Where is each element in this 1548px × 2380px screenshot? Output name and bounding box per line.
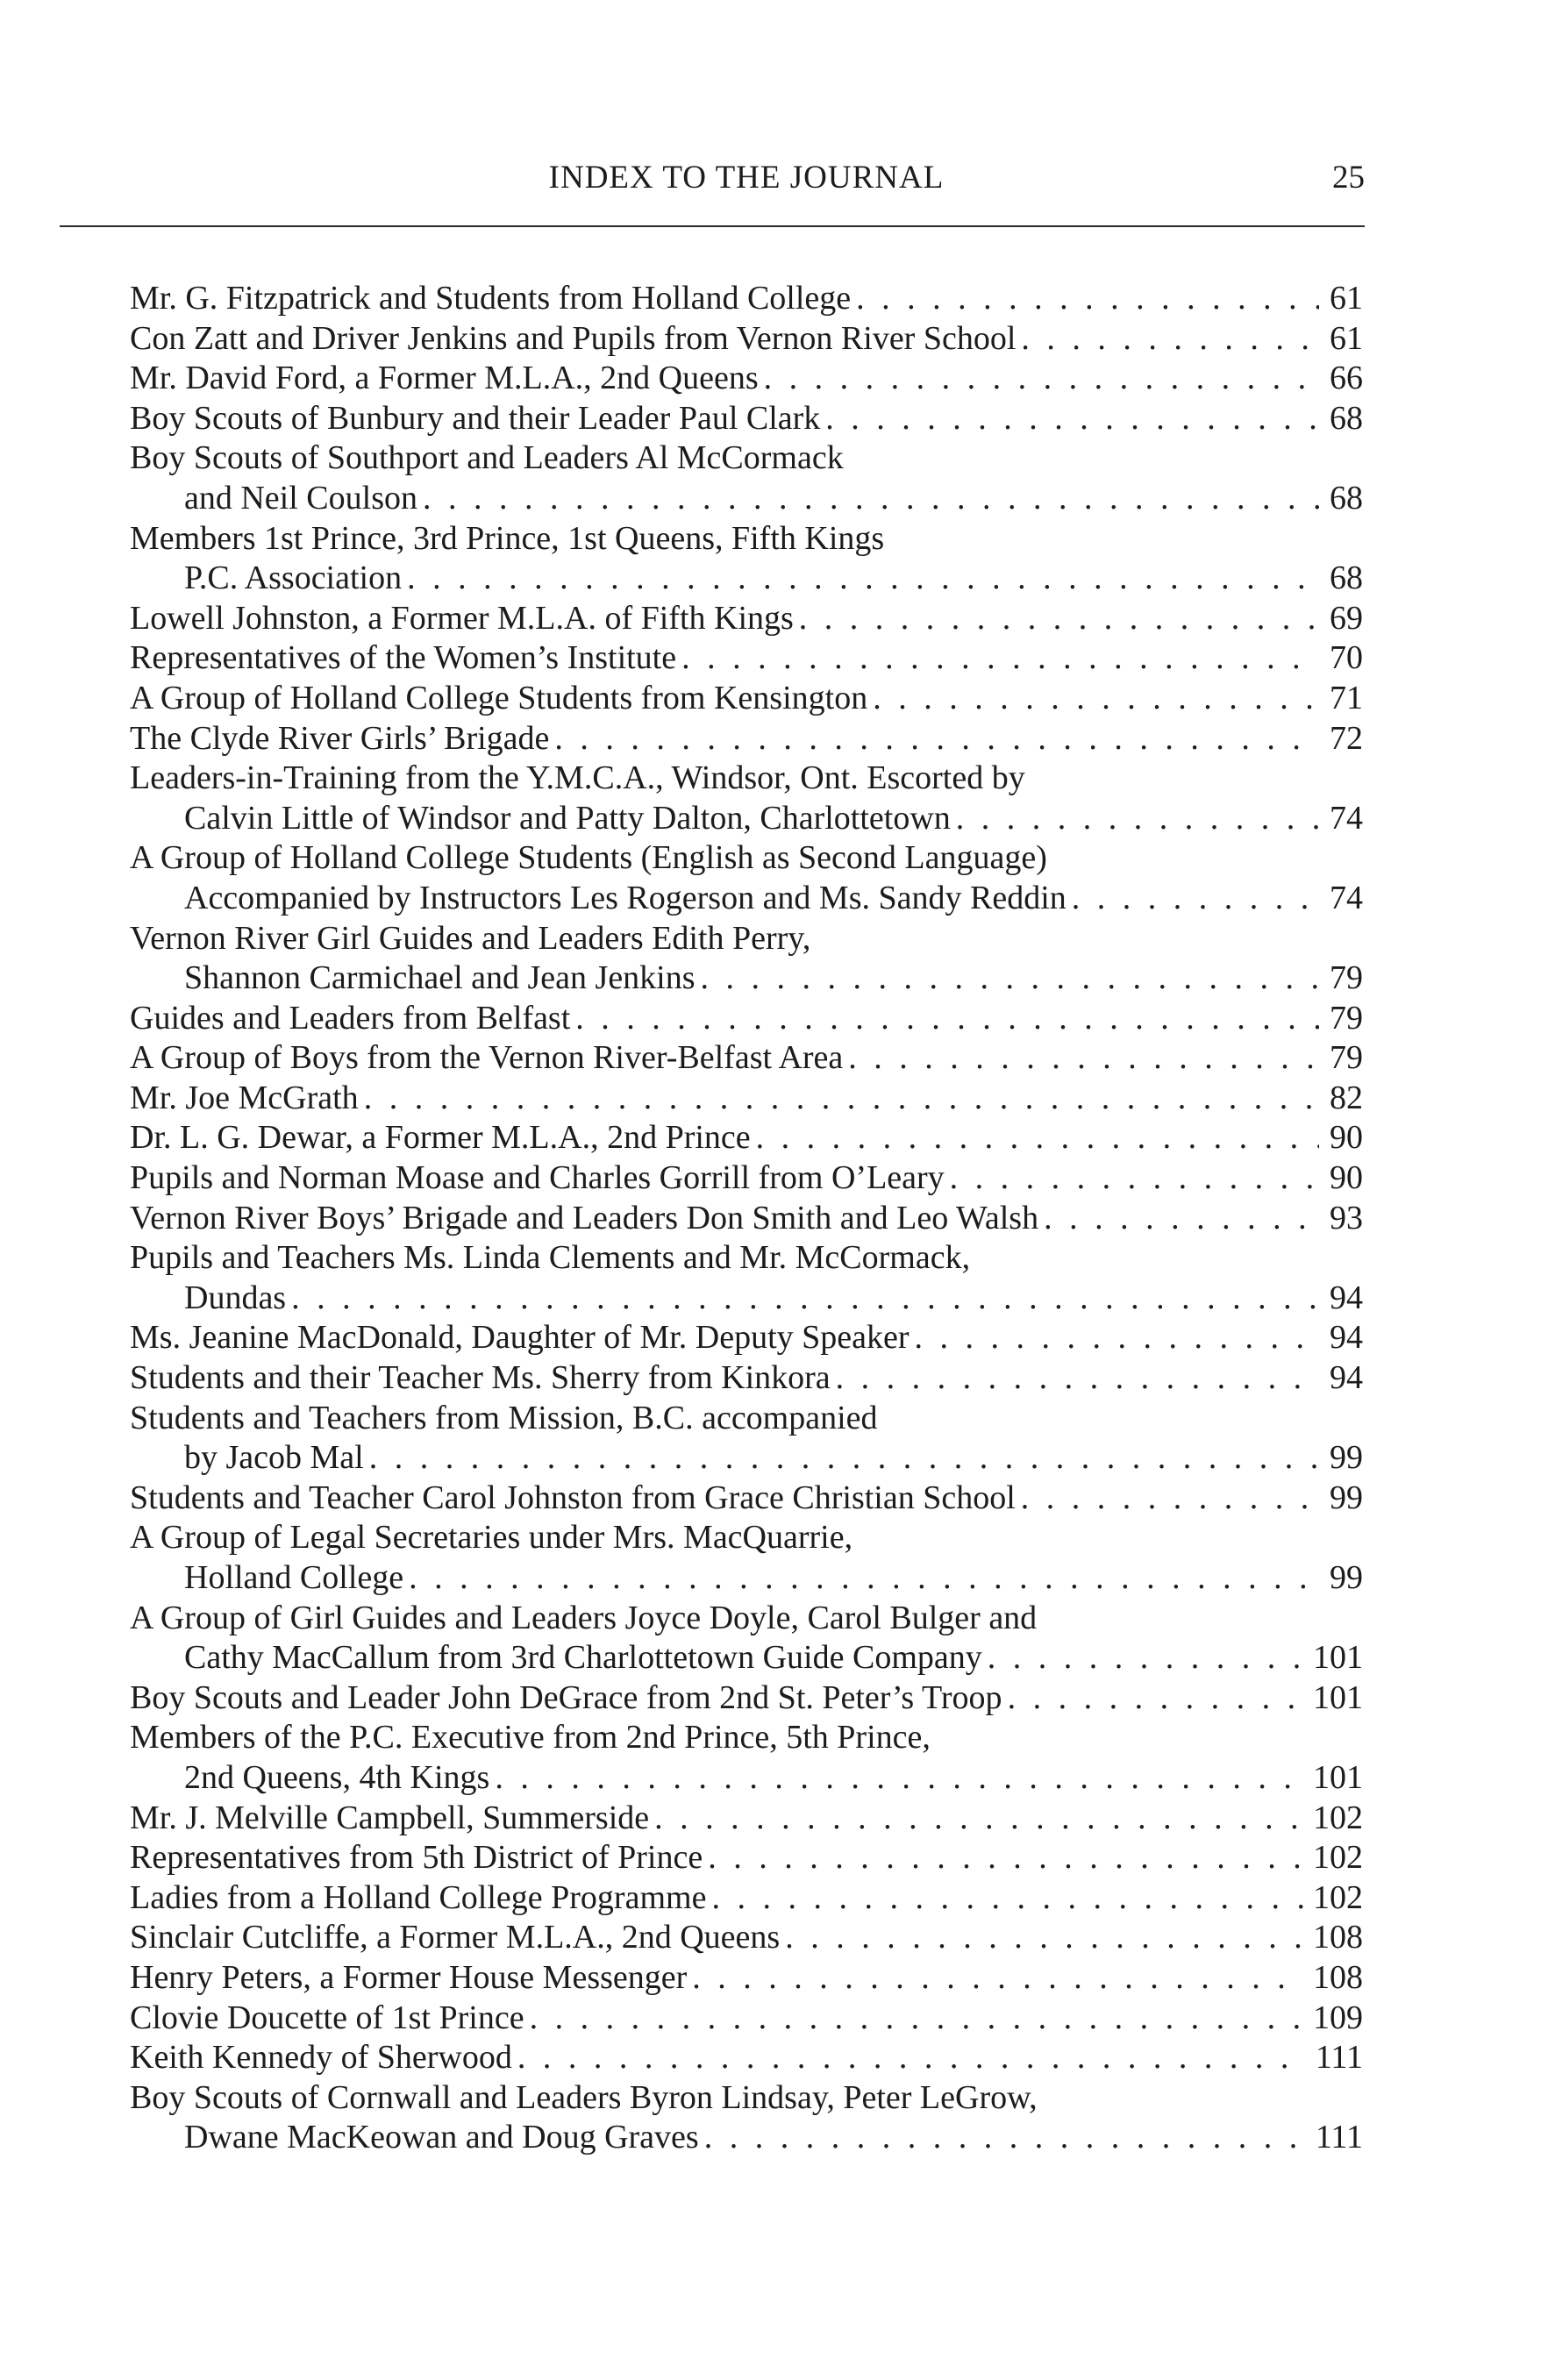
dot-leader (915, 1318, 1319, 1358)
entry-line (130, 1878, 1363, 1919)
entry-page-number: 94 (1330, 1279, 1363, 1316)
entry-page-number: 93 (1330, 1199, 1363, 1236)
index-entry (130, 1718, 1363, 1798)
dot-leader (708, 1838, 1304, 1878)
entry-continuation-line (130, 1758, 1363, 1799)
entry-text: Members of the P.C. Executive from 2nd Prince, 5th Prince, (130, 1719, 931, 1756)
entry-text: Mr. J. Melville Campbell, Summerside (130, 1799, 650, 1836)
entry-text: Vernon River Girl Guides and Leaders Edith Perry, (130, 919, 811, 957)
dot-leader (785, 1918, 1304, 1958)
dot-leader (848, 1038, 1319, 1079)
entry-line (130, 1079, 1363, 1119)
index-entry (130, 1318, 1363, 1358)
dot-leader (575, 999, 1319, 1039)
index-entry (130, 519, 1363, 599)
index-entry (130, 1518, 1363, 1598)
entry-continuation-line (130, 2118, 1363, 2158)
dot-leader (704, 2118, 1307, 2158)
entry-continuation-line (130, 479, 1363, 519)
dot-leader (988, 1638, 1304, 1678)
entry-page-number: 68 (1330, 399, 1363, 437)
entry-page-number: 68 (1330, 559, 1363, 597)
entry-line (130, 838, 1363, 879)
entry-line (130, 438, 1363, 479)
entry-text: Boy Scouts of Cornwall and Leaders Byron Lindsay, Peter LeGrow, (130, 2078, 1038, 2116)
index-entry (130, 759, 1363, 838)
index-entry (130, 1799, 1363, 1839)
dot-leader (1021, 319, 1319, 360)
dot-leader (654, 1799, 1304, 1839)
entry-continuation-line (130, 879, 1363, 919)
index-entry (130, 1118, 1363, 1158)
index-entry (130, 679, 1363, 719)
entry-line (130, 999, 1363, 1039)
dot-leader (364, 1079, 1319, 1119)
index-entry (130, 1878, 1363, 1919)
entry-page-number: 79 (1330, 1039, 1363, 1077)
entry-line (130, 359, 1363, 399)
entry-page-number: 72 (1330, 719, 1363, 757)
entry-page-number: 70 (1330, 639, 1363, 677)
entry-line (130, 1918, 1363, 1958)
index-entry (130, 359, 1363, 399)
entry-line (130, 1479, 1363, 1519)
index-entry (130, 319, 1363, 360)
index-entry (130, 438, 1363, 518)
entry-page-number: 90 (1330, 1159, 1363, 1197)
entry-line (130, 1038, 1363, 1079)
entry-text: Dwane MacKeowan and Doug Graves (184, 2119, 699, 2156)
index-entry (130, 1079, 1363, 1119)
index-entry (130, 599, 1363, 639)
dot-leader (554, 719, 1319, 759)
page-number: 25 (1332, 160, 1365, 196)
dot-leader (692, 1958, 1304, 1999)
entry-text: Calvin Little of Windsor and Patty Dalton, Charlottetown (184, 799, 951, 837)
entry-line (130, 1718, 1363, 1758)
entry-line (130, 1999, 1363, 2039)
dot-leader (711, 1878, 1304, 1919)
entry-line (130, 1318, 1363, 1358)
entry-page-number: 108 (1313, 1958, 1363, 1996)
dot-leader (956, 799, 1319, 839)
index-entry-list (130, 279, 1363, 2158)
index-entry (130, 1158, 1363, 1199)
entry-page-number: 61 (1330, 319, 1363, 357)
entry-page-number: 101 (1313, 1639, 1363, 1677)
entry-page-number: 101 (1313, 1758, 1363, 1796)
entry-text: Dundas (184, 1279, 287, 1316)
index-entry (130, 1958, 1363, 1999)
entry-text: A Group of Boys from the Vernon River-Belfast Area (130, 1039, 844, 1077)
entry-page-number: 79 (1330, 959, 1363, 997)
dot-leader (495, 1758, 1304, 1799)
entry-page-number: 90 (1330, 1119, 1363, 1157)
entry-text: P.C. Association (184, 559, 403, 597)
entry-page-number: 102 (1313, 1799, 1363, 1836)
entry-line (130, 1158, 1363, 1199)
entry-text: Henry Peters, a Former House Messenger (130, 1958, 688, 1996)
entry-page-number: 99 (1330, 1439, 1363, 1477)
entry-text: Mr. Joe McGrath (130, 1079, 359, 1116)
dot-leader (825, 399, 1319, 439)
entry-page-number: 102 (1313, 1878, 1363, 1916)
entry-text: Members 1st Prince, 3rd Prince, 1st Queens, Fifth Kings (130, 519, 885, 557)
index-entry (130, 2038, 1363, 2078)
entry-text: Students and Teachers from Mission, B.C. accompanied (130, 1399, 878, 1436)
entry-line (130, 2078, 1363, 2119)
entry-line (130, 919, 1363, 959)
entry-text: Students and Teacher Carol Johnston from Grace Christian School (130, 1479, 1016, 1516)
page-header (128, 156, 1365, 200)
index-entry (130, 399, 1363, 439)
dot-leader (836, 1358, 1319, 1399)
entry-page-number: 99 (1330, 1479, 1363, 1516)
entry-text: Mr. G. Fitzpatrick and Students from Holland College (130, 280, 852, 317)
entry-line (130, 1799, 1363, 1839)
entry-line (130, 719, 1363, 759)
entry-line (130, 1238, 1363, 1279)
entry-text: A Group of Holland College Students from Kensington (130, 679, 868, 716)
index-entry (130, 1599, 1363, 1678)
entry-page-number: 102 (1313, 1839, 1363, 1877)
entry-text: Keith Kennedy of Sherwood (130, 2039, 512, 2077)
dot-leader (756, 1118, 1319, 1158)
entry-line (130, 519, 1363, 559)
entry-page-number: 61 (1330, 280, 1363, 317)
dot-leader (1072, 879, 1319, 919)
dot-leader (1008, 1678, 1304, 1719)
index-entry (130, 1358, 1363, 1399)
index-entry (130, 1199, 1363, 1239)
entry-page-number: 111 (1315, 2039, 1363, 2077)
entry-continuation-line (130, 1638, 1363, 1678)
entry-line (130, 1199, 1363, 1239)
dot-leader (407, 559, 1319, 599)
entry-page-number: 79 (1330, 999, 1363, 1037)
entry-text: Holland College (184, 1559, 404, 1596)
entry-text: Representatives of the Women’s Institute (130, 639, 677, 677)
entry-continuation-line (130, 559, 1363, 599)
entry-line (130, 1838, 1363, 1878)
dot-leader (764, 359, 1319, 399)
index-entry (130, 638, 1363, 679)
entry-text: and Neil Coulson (184, 479, 417, 517)
index-entry (130, 2078, 1363, 2158)
entry-text: Pupils and Norman Moase and Charles Gorrill from O’Leary (130, 1159, 945, 1197)
entry-line (130, 1358, 1363, 1399)
entry-page-number: 74 (1330, 879, 1363, 916)
entry-page-number: 82 (1330, 1079, 1363, 1116)
entry-text: Students and their Teacher Ms. Sherry from Kinkora (130, 1359, 831, 1397)
entry-page-number: 101 (1313, 1678, 1363, 1716)
entry-line (130, 279, 1363, 319)
entry-page-number: 99 (1330, 1559, 1363, 1596)
entry-text: Lowell Johnston, a Former M.L.A. of Fifth Kings (130, 599, 794, 637)
entry-line (130, 599, 1363, 639)
entry-text: by Jacob Mal (184, 1439, 364, 1477)
dot-leader (530, 1999, 1304, 2039)
entry-text: Boy Scouts of Southport and Leaders Al McCormack (130, 439, 844, 477)
entry-continuation-line (130, 799, 1363, 839)
dot-leader (1021, 1479, 1319, 1519)
entry-line (130, 1518, 1363, 1558)
index-entry (130, 279, 1363, 319)
running-title: INDEX TO THE JOURNAL (548, 160, 945, 196)
dot-leader (1044, 1199, 1319, 1239)
index-entry (130, 838, 1363, 918)
index-entry (130, 1038, 1363, 1079)
entry-line (130, 319, 1363, 360)
dot-leader (291, 1279, 1319, 1319)
entry-page-number: 108 (1313, 1919, 1363, 1956)
entry-continuation-line (130, 1438, 1363, 1479)
entry-text: Representatives from 5th District of Prince (130, 1839, 703, 1877)
entry-line (130, 1399, 1363, 1439)
entry-text: A Group of Holland College Students (English as Second Language) (130, 839, 1047, 877)
entry-text: 2nd Queens, 4th Kings (184, 1758, 490, 1796)
index-entry (130, 1918, 1363, 1958)
entry-page-number: 111 (1315, 2119, 1363, 2156)
entry-line (130, 399, 1363, 439)
entry-page-number: 66 (1330, 360, 1363, 397)
index-entry (130, 1838, 1363, 1878)
entry-continuation-line (130, 958, 1363, 999)
index-entry (130, 1999, 1363, 2039)
entry-line (130, 679, 1363, 719)
entry-text: Pupils and Teachers Ms. Linda Clements and Mr. McCormack, (130, 1239, 971, 1277)
entry-page-number: 74 (1330, 799, 1363, 837)
entry-page-number: 94 (1330, 1359, 1363, 1397)
entry-text: Sinclair Cutcliffe, a Former M.L.A., 2nd Queens (130, 1919, 781, 1956)
dot-leader (681, 638, 1319, 679)
dot-leader (873, 679, 1319, 719)
entry-page-number: 71 (1330, 679, 1363, 716)
entry-text: Boy Scouts of Bunbury and their Leader Paul Clark (130, 399, 821, 437)
entry-line (130, 2038, 1363, 2078)
index-entry (130, 1678, 1363, 1719)
dot-leader (517, 2038, 1307, 2078)
entry-text: A Group of Legal Secretaries under Mrs. MacQuarrie, (130, 1519, 853, 1557)
entry-line (130, 759, 1363, 799)
entry-page-number: 68 (1330, 479, 1363, 517)
index-entry (130, 1238, 1363, 1318)
entry-page-number: 69 (1330, 599, 1363, 637)
entry-text: Boy Scouts and Leader John DeGrace from 2nd St. Peter’s Troop (130, 1678, 1002, 1716)
entry-text: Mr. David Ford, a Former M.L.A., 2nd Queens (130, 360, 759, 397)
entry-text: Con Zatt and Driver Jenkins and Pupils from Vernon River School (130, 319, 1017, 357)
dot-leader (701, 958, 1319, 999)
dot-leader (950, 1158, 1319, 1199)
dot-leader (799, 599, 1319, 639)
entry-text: Shannon Carmichael and Jean Jenkins (184, 959, 696, 997)
dot-leader (409, 1558, 1319, 1599)
entry-text: Ms. Jeanine MacDonald, Daughter of Mr. Deputy Speaker (130, 1319, 910, 1357)
header-rule (60, 225, 1365, 227)
entry-line (130, 638, 1363, 679)
entry-text: Ladies from a Holland College Programme (130, 1878, 707, 1916)
index-entry (130, 919, 1363, 999)
dot-leader (369, 1438, 1319, 1479)
entry-line (130, 1678, 1363, 1719)
entry-text: Accompanied by Instructors Les Rogerson and Ms. Sandy Reddin (184, 879, 1066, 916)
entry-text: Clovie Doucette of 1st Prince (130, 1999, 524, 2036)
entry-text: Dr. L. G. Dewar, a Former M.L.A., 2nd Prince (130, 1119, 751, 1157)
index-entry (130, 999, 1363, 1039)
index-entry (130, 1399, 1363, 1479)
entry-line (130, 1958, 1363, 1999)
entry-text: Vernon River Boys’ Brigade and Leaders Don Smith and Leo Walsh (130, 1199, 1039, 1236)
dot-leader (856, 279, 1319, 319)
index-entry (130, 1479, 1363, 1519)
entry-continuation-line (130, 1279, 1363, 1319)
entry-page-number: 94 (1330, 1319, 1363, 1357)
entry-line (130, 1118, 1363, 1158)
entry-text: Leaders-in-Training from the Y.M.C.A., Windsor, Ont. Escorted by (130, 759, 1025, 797)
entry-text: Guides and Leaders from Belfast (130, 999, 571, 1037)
index-entry (130, 719, 1363, 759)
dot-leader (423, 479, 1319, 519)
entry-text: A Group of Girl Guides and Leaders Joyce Doyle, Carol Bulger and (130, 1599, 1038, 1636)
entry-page-number: 109 (1313, 1999, 1363, 2036)
entry-text: Cathy MacCallum from 3rd Charlottetown Guide Company (184, 1639, 982, 1677)
entry-text: The Clyde River Girls’ Brigade (130, 719, 550, 757)
entry-line (130, 1599, 1363, 1639)
entry-continuation-line (130, 1558, 1363, 1599)
